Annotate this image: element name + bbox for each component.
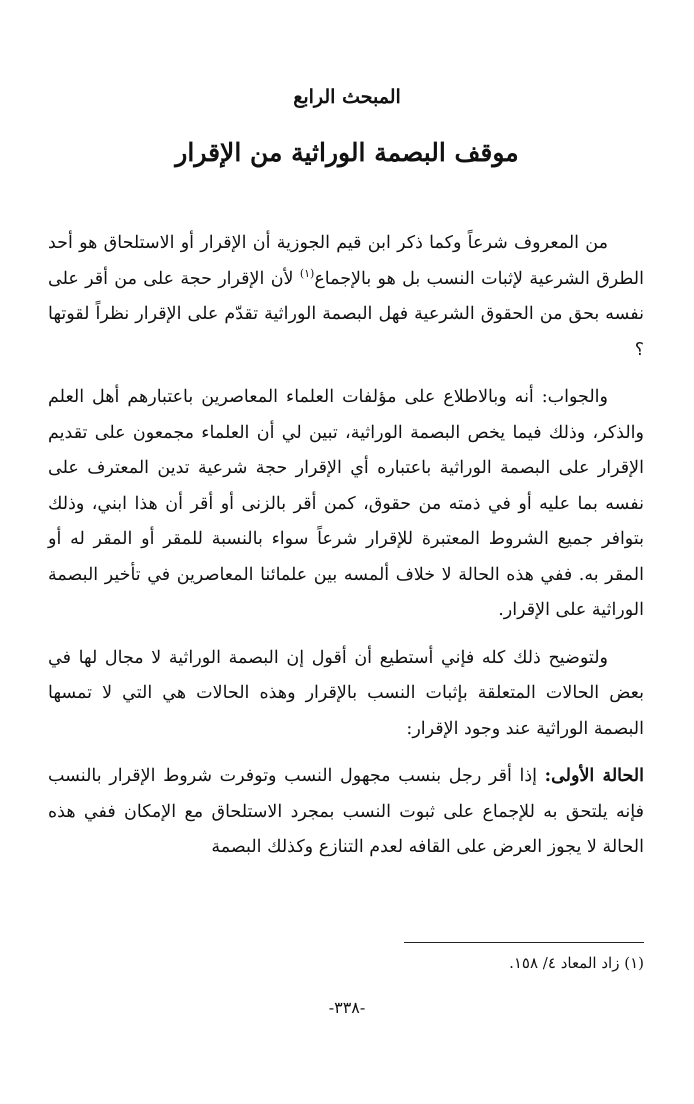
- paragraph-3: ولتوضيح ذلك كله فإني أستطيع أن أقول إن البصمة الوراثية لا مجال لها في بعض الحالات المتعلقة بإثبات النسب بالإقرار وهذه الحالات هي التي لا تمسها البصمة الوراثية عند وجود الإقرار:: [48, 647, 644, 739]
- section-label: المبحث الرابع: [293, 86, 401, 108]
- paragraph-1-text-after: لأن الإقرار حجة على من أقر على نفسه بحق من الحقوق الشرعية فهل البصمة الوراثية تقدّم على الإقرار نظراً لقوتها ؟: [48, 268, 644, 360]
- paragraph-2: والجواب: أنه وبالاطلاع على مؤلفات العلماء المعاصرين باعتبارهم أهل العلم والذكر، وذلك فيما يخص البصمة الوراثية، تبين لي أن العلماء مجمعون على تقديم الإقرار على البصمة الوراثية باعتباره أي الإقرار حجة شرعية تدين المعترف على نفسه بما عليه أو في ذمته من حقوق، كمن أقر بالزنى أو أقر أن هذا ابني، وذلك بتوافر جميع الشروط المعتبرة للإقرار شرعاً سواء بالنسبة للمقر أو المقر له أو المقر به. ففي هذه الحالة لا خلاف ألمسه بين علمائنا المعاصرين في تأخير البصمة الوراثية على الإقرار.: [48, 387, 644, 620]
- page-title: موقف البصمة الوراثية من الإقرار: [175, 138, 519, 167]
- footnote-ref: (١): [299, 266, 315, 280]
- page-number: -٣٣٨-: [328, 998, 366, 1017]
- body-text: [48, 226, 644, 866]
- footnote-separator: [404, 942, 644, 943]
- case-label: الحالة الأولى:: [544, 766, 645, 786]
- paragraph-1-text: من المعروف شرعاً وكما ذكر ابن قيم الجوزية أن الإقرار أو الاستلحاق هو أحد الطرق الشرعية لإثبات النسب بل هو بالإجماع: [48, 233, 644, 289]
- paragraph-1: [48, 226, 644, 368]
- paragraph-4-text: إذا أقر رجل بنسب مجهول النسب وتوفرت شروط الإقرار بالنسب فإنه يلتحق به للإجماع على ثبوت النسب بمجرد الاستلحاق مع الإمكان ففي هذه الحالة لا يجوز العرض على القافه لعدم التنازع وكذلك البصمة: [48, 766, 644, 857]
- paragraph-4: [48, 759, 644, 866]
- footnote: (١) زاد المعاد ٤/ ١٥٨.: [509, 954, 644, 972]
